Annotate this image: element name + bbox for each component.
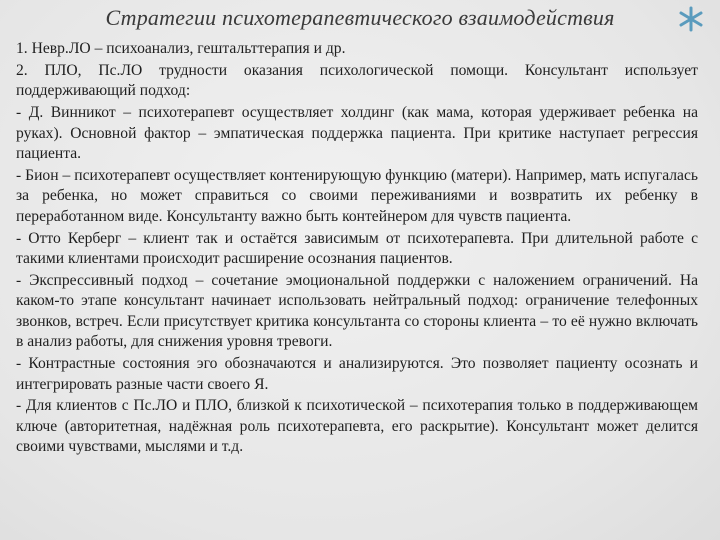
slide-title: Стратегии психотерапевтического взаимодействия <box>105 5 615 30</box>
paragraph-8: - Для клиентов с Пс.ЛО и ПЛО, близкой к психотической – психотерапия только в поддерживающем ключе (авторитетная, надёжная роль психотерапевта, его раскрытие). Консультант может делится своими чувствами, мыслями и т.д. <box>16 397 698 456</box>
paragraph-7: - Контрастные состояния эго обозначаются и анализируются. Это позволяет пациенту осознать и интегрировать разные части своего Я. <box>16 355 698 393</box>
paragraph-4: - Бион – психотерапевт осуществляет контенирующую функцию (матери). Например, мать испугалась за ребенка, но может справиться со своими переживаниями и возвратить их ребенку в переработанном виде. Консультанту важно быть контейнером для чувств пациента. <box>16 166 698 225</box>
paragraph-6: - Экспрессивный подход – сочетание эмоциональной поддержки с наложением ограничений. На каком-то этапе консультант начинает использовать нейтральный подход: ограничение телефонных звонков, встреч. Если присутствует критика консультанта со стороны клиента – то её нужно включать в анализ работы, для снижения уровня тревоги. <box>16 271 698 351</box>
paragraph-1: 1. Невр.ЛО – психоанализ, гештальттерапия и др. <box>16 40 346 57</box>
paragraph-5: - Отто Керберг – клиент так и остаётся зависимым от психотерапевта. При длительной работе с такими клиентами происходит расширение осознания пациентов. <box>16 229 698 268</box>
asterisk-icon <box>676 6 706 32</box>
slide-body <box>16 39 698 459</box>
paragraph-2: 2. ПЛО, Пс.ЛО трудности оказания психологической помощи. Консультант использует поддерживающий подход: <box>16 61 698 100</box>
paragraph-3: - Д. Винникот – психотерапевт осуществляет холдинг (как мама, которая удерживает ребенка на руках). Основной фактор – эмпатическая поддержка пациента. При критике наступает регрессия пациента. <box>16 104 698 163</box>
